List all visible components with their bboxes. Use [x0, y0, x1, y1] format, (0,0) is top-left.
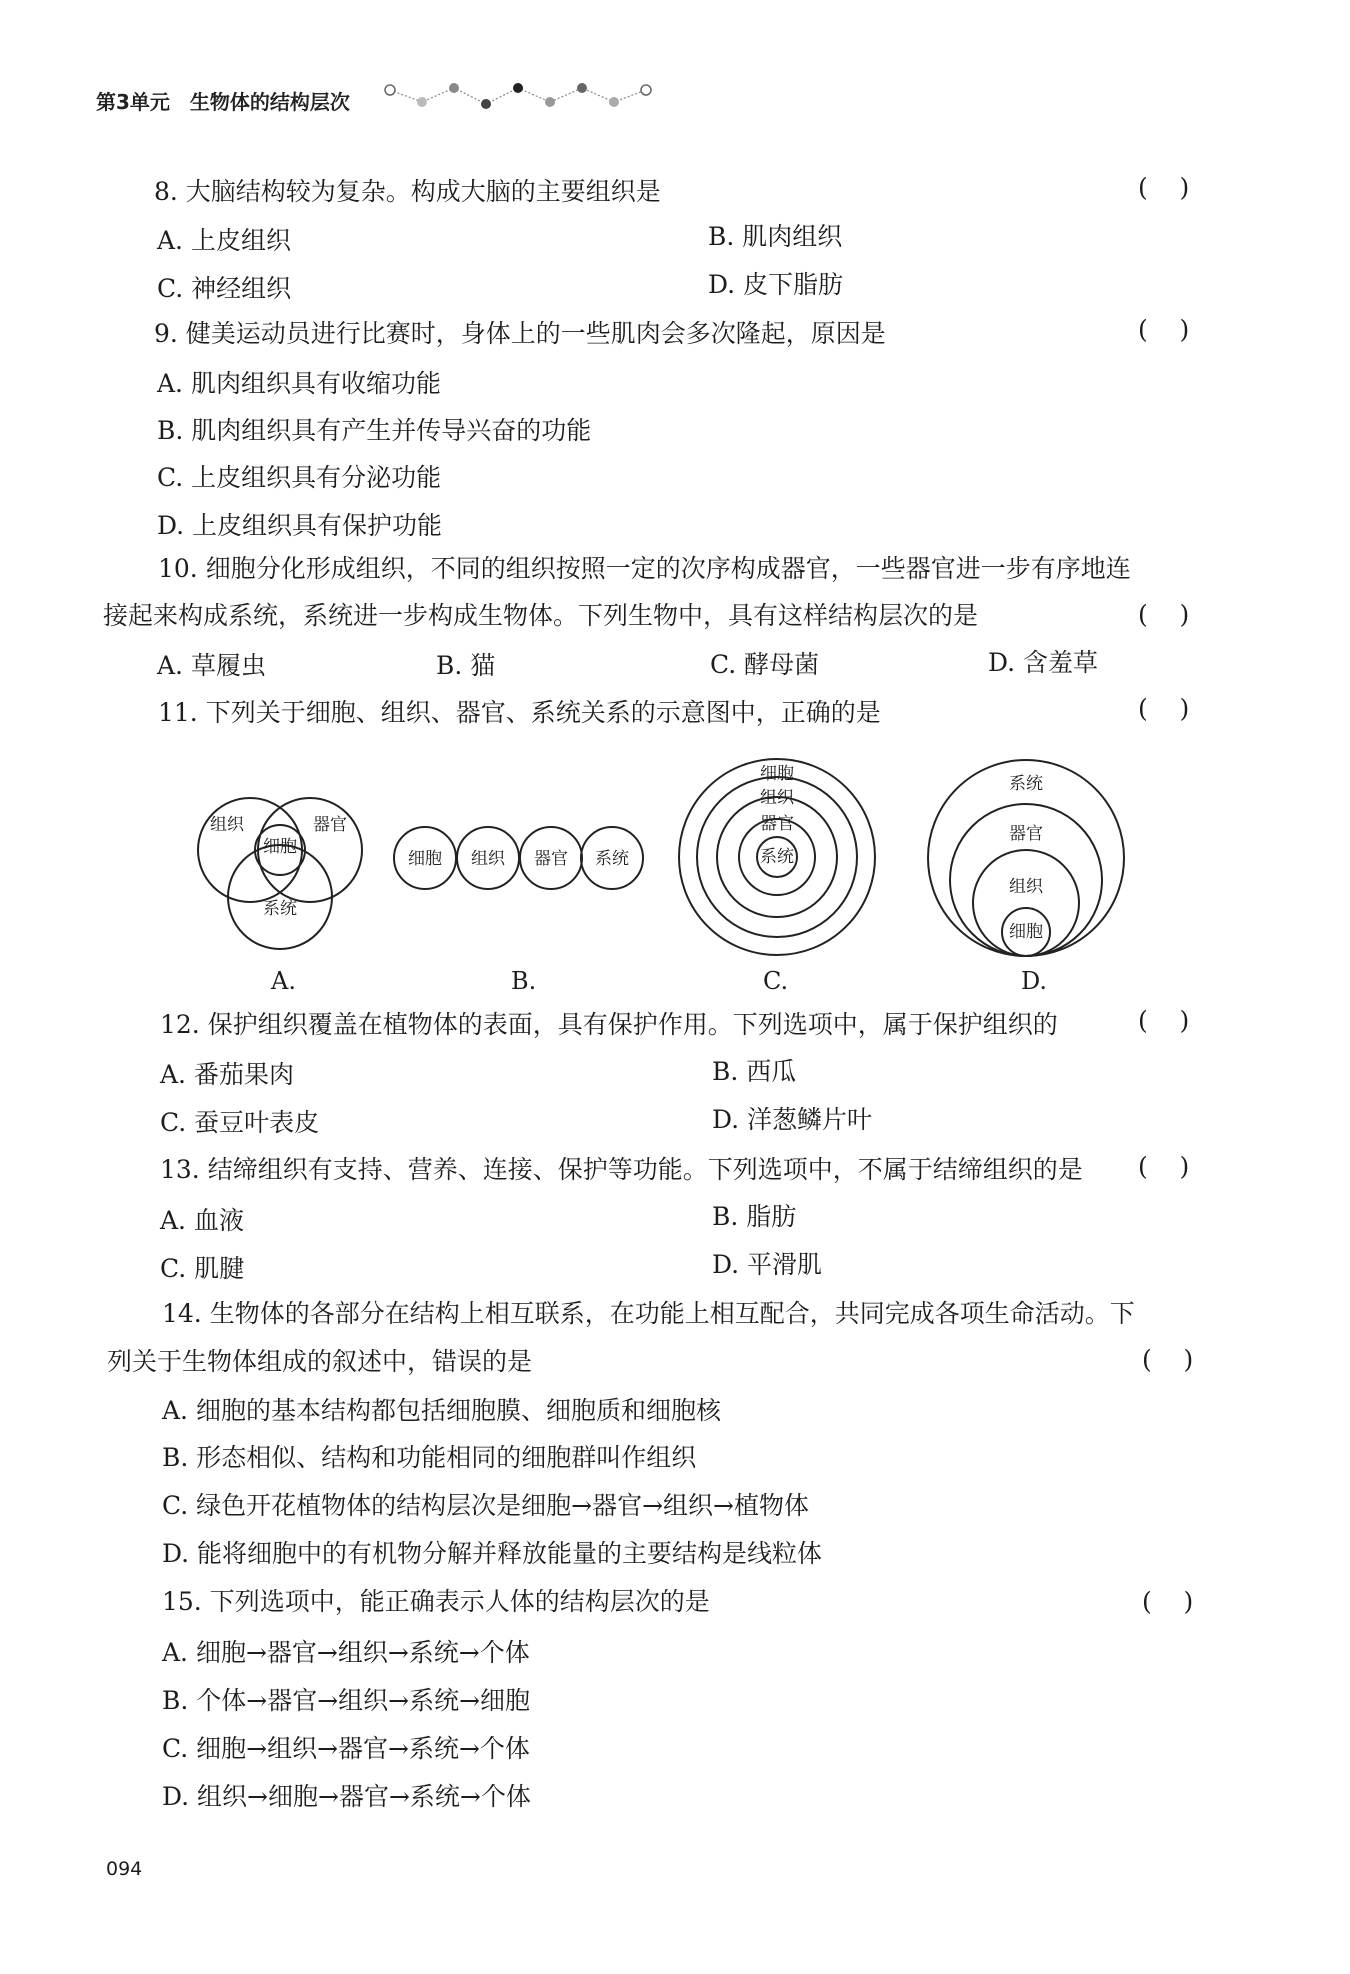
diagram-d-system-label: 系统 [1009, 774, 1043, 794]
q11-stem: 11. 下列关于细胞、组织、器官、系统关系的示意图中，正确的是 [158, 698, 881, 727]
q12-answer-blank[interactable]: ( ) [1138, 1006, 1190, 1035]
unit-label: 第3单元 [96, 90, 170, 114]
diagram-a-cell-label: 细胞 [263, 837, 297, 857]
q10-option-b[interactable]: B. 猫 [436, 651, 496, 680]
diagram-b-cell-label: 细胞 [408, 849, 442, 869]
q9-option-c[interactable]: C. 上皮组织具有分泌功能 [157, 463, 442, 492]
q12-option-c[interactable]: C. 蚕豆叶表皮 [160, 1108, 320, 1137]
diagram-c-system-label: 系统 [760, 847, 794, 867]
diagram-b-tissue-label: 组织 [471, 849, 505, 869]
diagram-d-cell-label: 细胞 [1009, 922, 1043, 942]
diagram-b-organ-label: 器官 [534, 849, 568, 869]
q8-option-c[interactable]: C. 神经组织 [157, 274, 292, 303]
q15-option-c[interactable]: C. 细胞→组织→器官→系统→个体 [162, 1734, 530, 1763]
q12-stem: 12. 保护组织覆盖在植物体的表面，具有保护作用。下列选项中，属于保护组织的 [160, 1010, 1058, 1039]
q12-option-b[interactable]: B. 西瓜 [712, 1057, 797, 1086]
diagram-a-system-label: 系统 [263, 899, 297, 919]
q14-option-b[interactable]: B. 形态相似、结构和功能相同的细胞群叫作组织 [162, 1443, 697, 1472]
diagram-c-tissue-label: 组织 [760, 788, 794, 808]
diagram-d-label[interactable]: D. [1021, 967, 1048, 995]
q13-stem: 13. 结缔组织有支持、营养、连接、保护等功能。下列选项中，不属于结缔组织的是 [160, 1155, 1083, 1184]
q11-answer-blank[interactable]: ( ) [1138, 694, 1190, 723]
q13-option-b[interactable]: B. 脂肪 [712, 1202, 797, 1231]
q8-option-a[interactable]: A. 上皮组织 [157, 226, 291, 255]
q12-option-a[interactable]: A. 番茄果肉 [160, 1060, 294, 1089]
q14-option-a[interactable]: A. 细胞的基本结构都包括细胞膜、细胞质和细胞核 [162, 1396, 721, 1425]
q12-option-d[interactable]: D. 洋葱鳞片叶 [712, 1105, 873, 1134]
q10-stem: 10. 细胞分化形成组织，不同的组织按照一定的次序构成器官，一些器官进一步有序地连 [158, 554, 1131, 583]
q8-answer-blank[interactable]: ( ) [1138, 173, 1190, 202]
q13-answer-blank[interactable]: ( ) [1138, 1152, 1190, 1181]
q13-option-a[interactable]: A. 血液 [160, 1206, 244, 1235]
diagram-b-system-label: 系统 [595, 849, 629, 869]
diagram-a-label[interactable]: A. [271, 967, 296, 995]
diagram-c-organ-label: 器官 [760, 814, 794, 834]
q13-option-d[interactable]: D. 平滑肌 [712, 1250, 823, 1279]
diagram-c-cell-label: 细胞 [760, 764, 794, 784]
page-number: 094 [106, 1858, 143, 1880]
q8-stem: 8. 大脑结构较为复杂。构成大脑的主要组织是 [154, 177, 661, 206]
q10-option-a[interactable]: A. 草履虫 [157, 651, 266, 680]
q15-option-a[interactable]: A. 细胞→器官→组织→系统→个体 [162, 1638, 530, 1667]
q14-option-c[interactable]: C. 绿色开花植物体的结构层次是细胞→器官→组织→植物体 [162, 1491, 809, 1520]
diagram-d-organ-label: 器官 [1009, 824, 1043, 844]
diagram-b-label[interactable]: B. [511, 967, 537, 995]
q10-stem-continued: 接起来构成系统，系统进一步构成生物体。下列生物中，具有这样结构层次的是 [103, 601, 979, 630]
q9-option-a[interactable]: A. 肌肉组织具有收缩功能 [157, 369, 441, 398]
diagram-c-label[interactable]: C. [763, 967, 789, 995]
diagram-a-tissue-label: 组织 [210, 815, 244, 835]
diagram-a-organ-label: 器官 [313, 815, 347, 835]
q14-stem: 14. 生物体的各部分在结构上相互联系，在功能上相互配合，共同完成各项生命活动。下 [162, 1299, 1135, 1328]
diagram-d-tissue-label: 组织 [1009, 877, 1043, 897]
q13-option-c[interactable]: C. 肌腱 [160, 1254, 245, 1283]
q14-answer-blank[interactable]: ( ) [1142, 1345, 1194, 1374]
q14-option-d[interactable]: D. 能将细胞中的有机物分解并释放能量的主要结构是线粒体 [162, 1539, 823, 1568]
q10-option-d[interactable]: D. 含羞草 [988, 648, 1099, 677]
q14-stem-continued: 列关于生物体组成的叙述中，错误的是 [107, 1347, 533, 1376]
unit-title: 生物体的结构层次 [189, 90, 350, 114]
q15-answer-blank[interactable]: ( ) [1142, 1587, 1194, 1616]
q10-option-c[interactable]: C. 酵母菌 [710, 650, 820, 679]
q15-option-d[interactable]: D. 组织→细胞→器官→系统→个体 [162, 1782, 531, 1811]
q9-option-d[interactable]: D. 上皮组织具有保护功能 [157, 511, 443, 540]
q15-option-b[interactable]: B. 个体→器官→组织→系统→细胞 [162, 1686, 531, 1715]
q9-stem: 9. 健美运动员进行比赛时，身体上的一些肌肉会多次隆起，原因是 [154, 319, 886, 348]
q8-option-b[interactable]: B. 肌肉组织 [708, 222, 843, 251]
q10-answer-blank[interactable]: ( ) [1138, 600, 1190, 629]
q15-stem: 15. 下列选项中，能正确表示人体的结构层次的是 [162, 1587, 710, 1616]
q9-option-b[interactable]: B. 肌肉组织具有产生并传导兴奋的功能 [157, 416, 592, 445]
q8-option-d[interactable]: D. 皮下脂肪 [708, 270, 844, 299]
q9-answer-blank[interactable]: ( ) [1138, 315, 1190, 344]
